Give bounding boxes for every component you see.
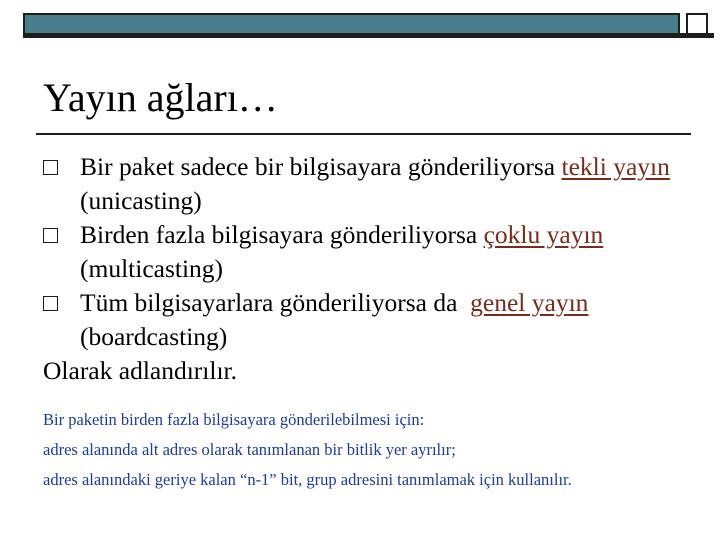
header-bar [23,13,680,35]
slide-title: Yayın ağları… [43,75,278,120]
hollow-square-icon [43,228,58,243]
term-unicast: tekli yayın [561,152,670,181]
bullet-text-after: (multicasting) [80,254,224,283]
note-line: Bir paketin birden fazla bilgisayara gönderilebilmesi için: [43,410,425,429]
bullet-list [43,150,693,388]
bullet-text-after: (boardcasting) [80,322,228,351]
note-line: adres alanındaki geriye kalan “n-1” bit, grup adresini tanımlamak için kullanılır. [43,470,572,489]
corner-square-icon [686,13,708,35]
term-multicast: çoklu yayın [483,220,604,249]
note-line: adres alanında alt adres olarak tanımlanan bir bitlik yer ayrılır; [43,440,456,459]
bullet-item-multicast [43,218,693,286]
bullet-item-unicast [43,150,693,218]
trailer-text: Olarak adlandırılır. [43,356,238,385]
hollow-square-icon [43,160,58,175]
bullet-item-broadcast [43,286,693,354]
bullet-text-before: Bir paket sadece bir bilgisayara gönderiliyorsa [80,152,562,181]
notes-block [43,405,708,495]
term-broadcast: genel yayın [470,288,589,317]
title-divider [36,133,691,135]
hollow-square-icon [43,296,58,311]
bullet-text-before: Tüm bilgisayarlara gönderiliyorsa da [80,288,471,317]
header-underline [23,33,714,38]
bullet-text-before: Birden fazla bilgisayara gönderiliyorsa [80,220,484,249]
bullet-text-after: (unicasting) [80,186,202,215]
